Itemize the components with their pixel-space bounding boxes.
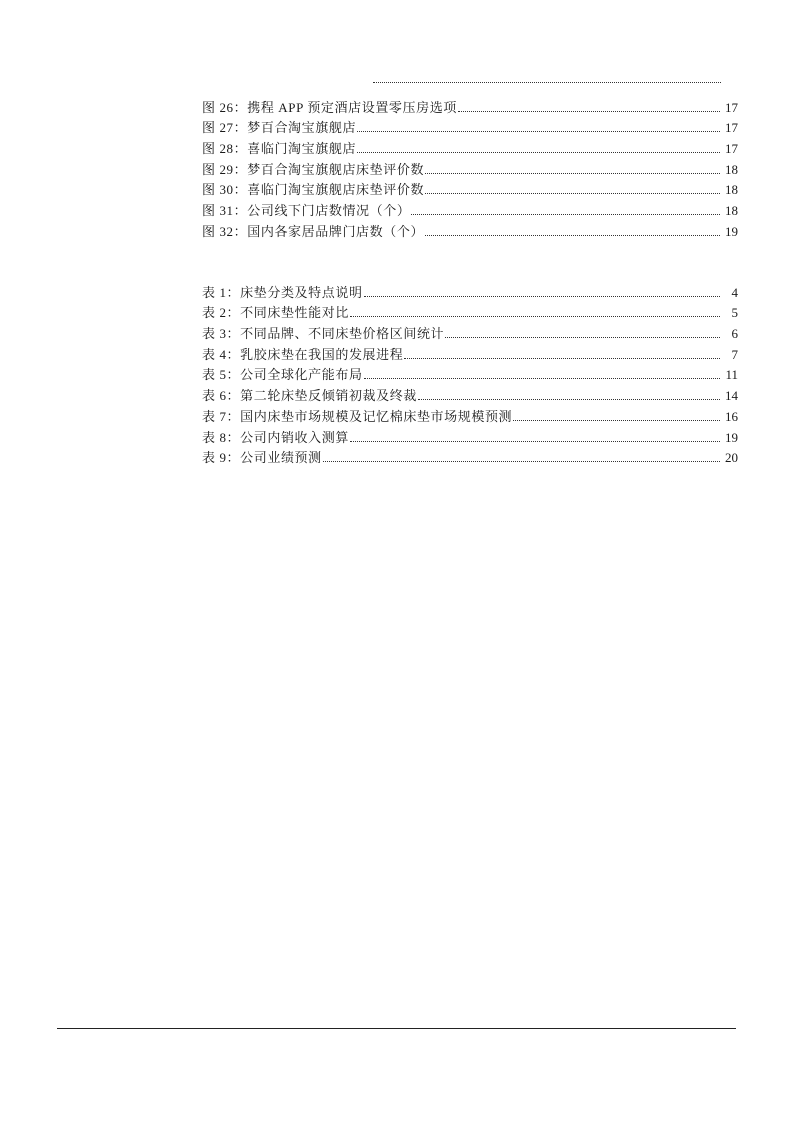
toc-entry-label: 图 26：携程 APP 预定酒店设置零压房选项 [202,99,457,115]
toc-entry-label: 表 8：公司内销收入测算 [202,429,349,445]
toc-entry-figure-30[interactable] [202,178,738,199]
toc-dot-leader [364,378,720,379]
toc-entry-page: 18 [725,203,738,219]
toc-entry-figure-31[interactable] [202,198,738,219]
toc-entry-page: 18 [725,161,738,177]
toc-dot-leader [350,316,720,317]
toc-entry-label: 图 28：喜临门淘宝旗舰店 [202,141,357,157]
toc-dot-leader [357,152,720,153]
toc-entry-label: 表 6：第二轮床垫反倾销初裁及终裁 [202,388,417,404]
toc-entry-page: 7 [731,346,738,362]
toc-entry-table-2[interactable] [202,301,738,322]
toc-dot-leader [425,235,720,236]
toc-entry-table-1[interactable] [202,280,738,301]
toc-dot-leader [458,111,720,112]
toc-dot-leader [425,173,720,174]
toc-entry-label: 表 2：不同床垫性能对比 [202,305,349,321]
toc-entry-label: 表 4：乳胶床垫在我国的发展进程 [202,346,404,362]
toc-entry-page: 19 [725,429,738,445]
toc-entry-label: 表 1：床垫分类及特点说明 [202,284,363,300]
toc-entry-page: 14 [725,388,738,404]
toc-continuation-leader [373,72,721,83]
table-list [202,280,738,466]
toc-entry-label: 表 7：国内床垫市场规模及记忆棉床垫市场规模预测 [202,408,513,424]
toc-dot-leader [404,358,720,359]
toc-entry-table-7[interactable] [202,404,738,425]
toc-entry-table-8[interactable] [202,425,738,446]
toc-dot-leader [425,193,720,194]
toc-entry-label: 图 31：公司线下门店数情况（个） [202,203,411,219]
toc-entry-label: 表 9：公司业绩预测 [202,450,322,466]
toc-entry-figure-29[interactable] [202,157,738,178]
toc-entry-label: 图 27：梦百合淘宝旗舰店 [202,120,357,136]
toc-entry-table-9[interactable] [202,446,738,467]
toc-entry-figure-28[interactable] [202,136,738,157]
toc-entry-page: 19 [725,223,738,239]
toc-dot-leader [445,337,720,338]
toc-dot-leader [513,420,720,421]
toc-dot-leader [357,131,720,132]
toc-dot-leader [323,461,720,462]
toc-entry-table-6[interactable] [202,383,738,404]
toc-entry-table-5[interactable] [202,363,738,384]
toc-dot-leader [411,214,720,215]
toc-entry-label: 图 32：国内各家居品牌门店数（个） [202,223,425,239]
toc-entry-page: 5 [731,305,738,321]
toc-entry-table-4[interactable] [202,342,738,363]
toc-entry-page: 16 [725,408,738,424]
toc-entry-figure-27[interactable] [202,116,738,137]
toc-entry-page: 17 [725,141,738,157]
toc-entry-page: 20 [725,450,738,466]
footer-divider [57,1028,736,1029]
toc-entry-page: 6 [731,326,738,342]
toc-entry-label: 图 29：梦百合淘宝旗舰店床垫评价数 [202,161,425,177]
toc-dot-leader [418,399,720,400]
toc-entry-label: 表 3：不同品牌、不同床垫价格区间统计 [202,326,445,342]
toc-entry-page: 11 [725,367,738,383]
toc-entry-figure-26[interactable] [202,95,738,116]
toc-entry-page: 4 [731,284,738,300]
toc-dot-leader [364,296,720,297]
toc-entry-page: 18 [725,182,738,198]
toc-entry-label: 表 5：公司全球化产能布局 [202,367,363,383]
toc-entry-label: 图 30：喜临门淘宝旗舰店床垫评价数 [202,182,425,198]
toc-entry-table-3[interactable] [202,321,738,342]
toc-entry-page: 17 [725,120,738,136]
toc-entry-figure-32[interactable] [202,219,738,240]
figure-list [202,95,738,240]
toc-dot-leader [350,441,720,442]
toc-entry-page: 17 [725,99,738,115]
